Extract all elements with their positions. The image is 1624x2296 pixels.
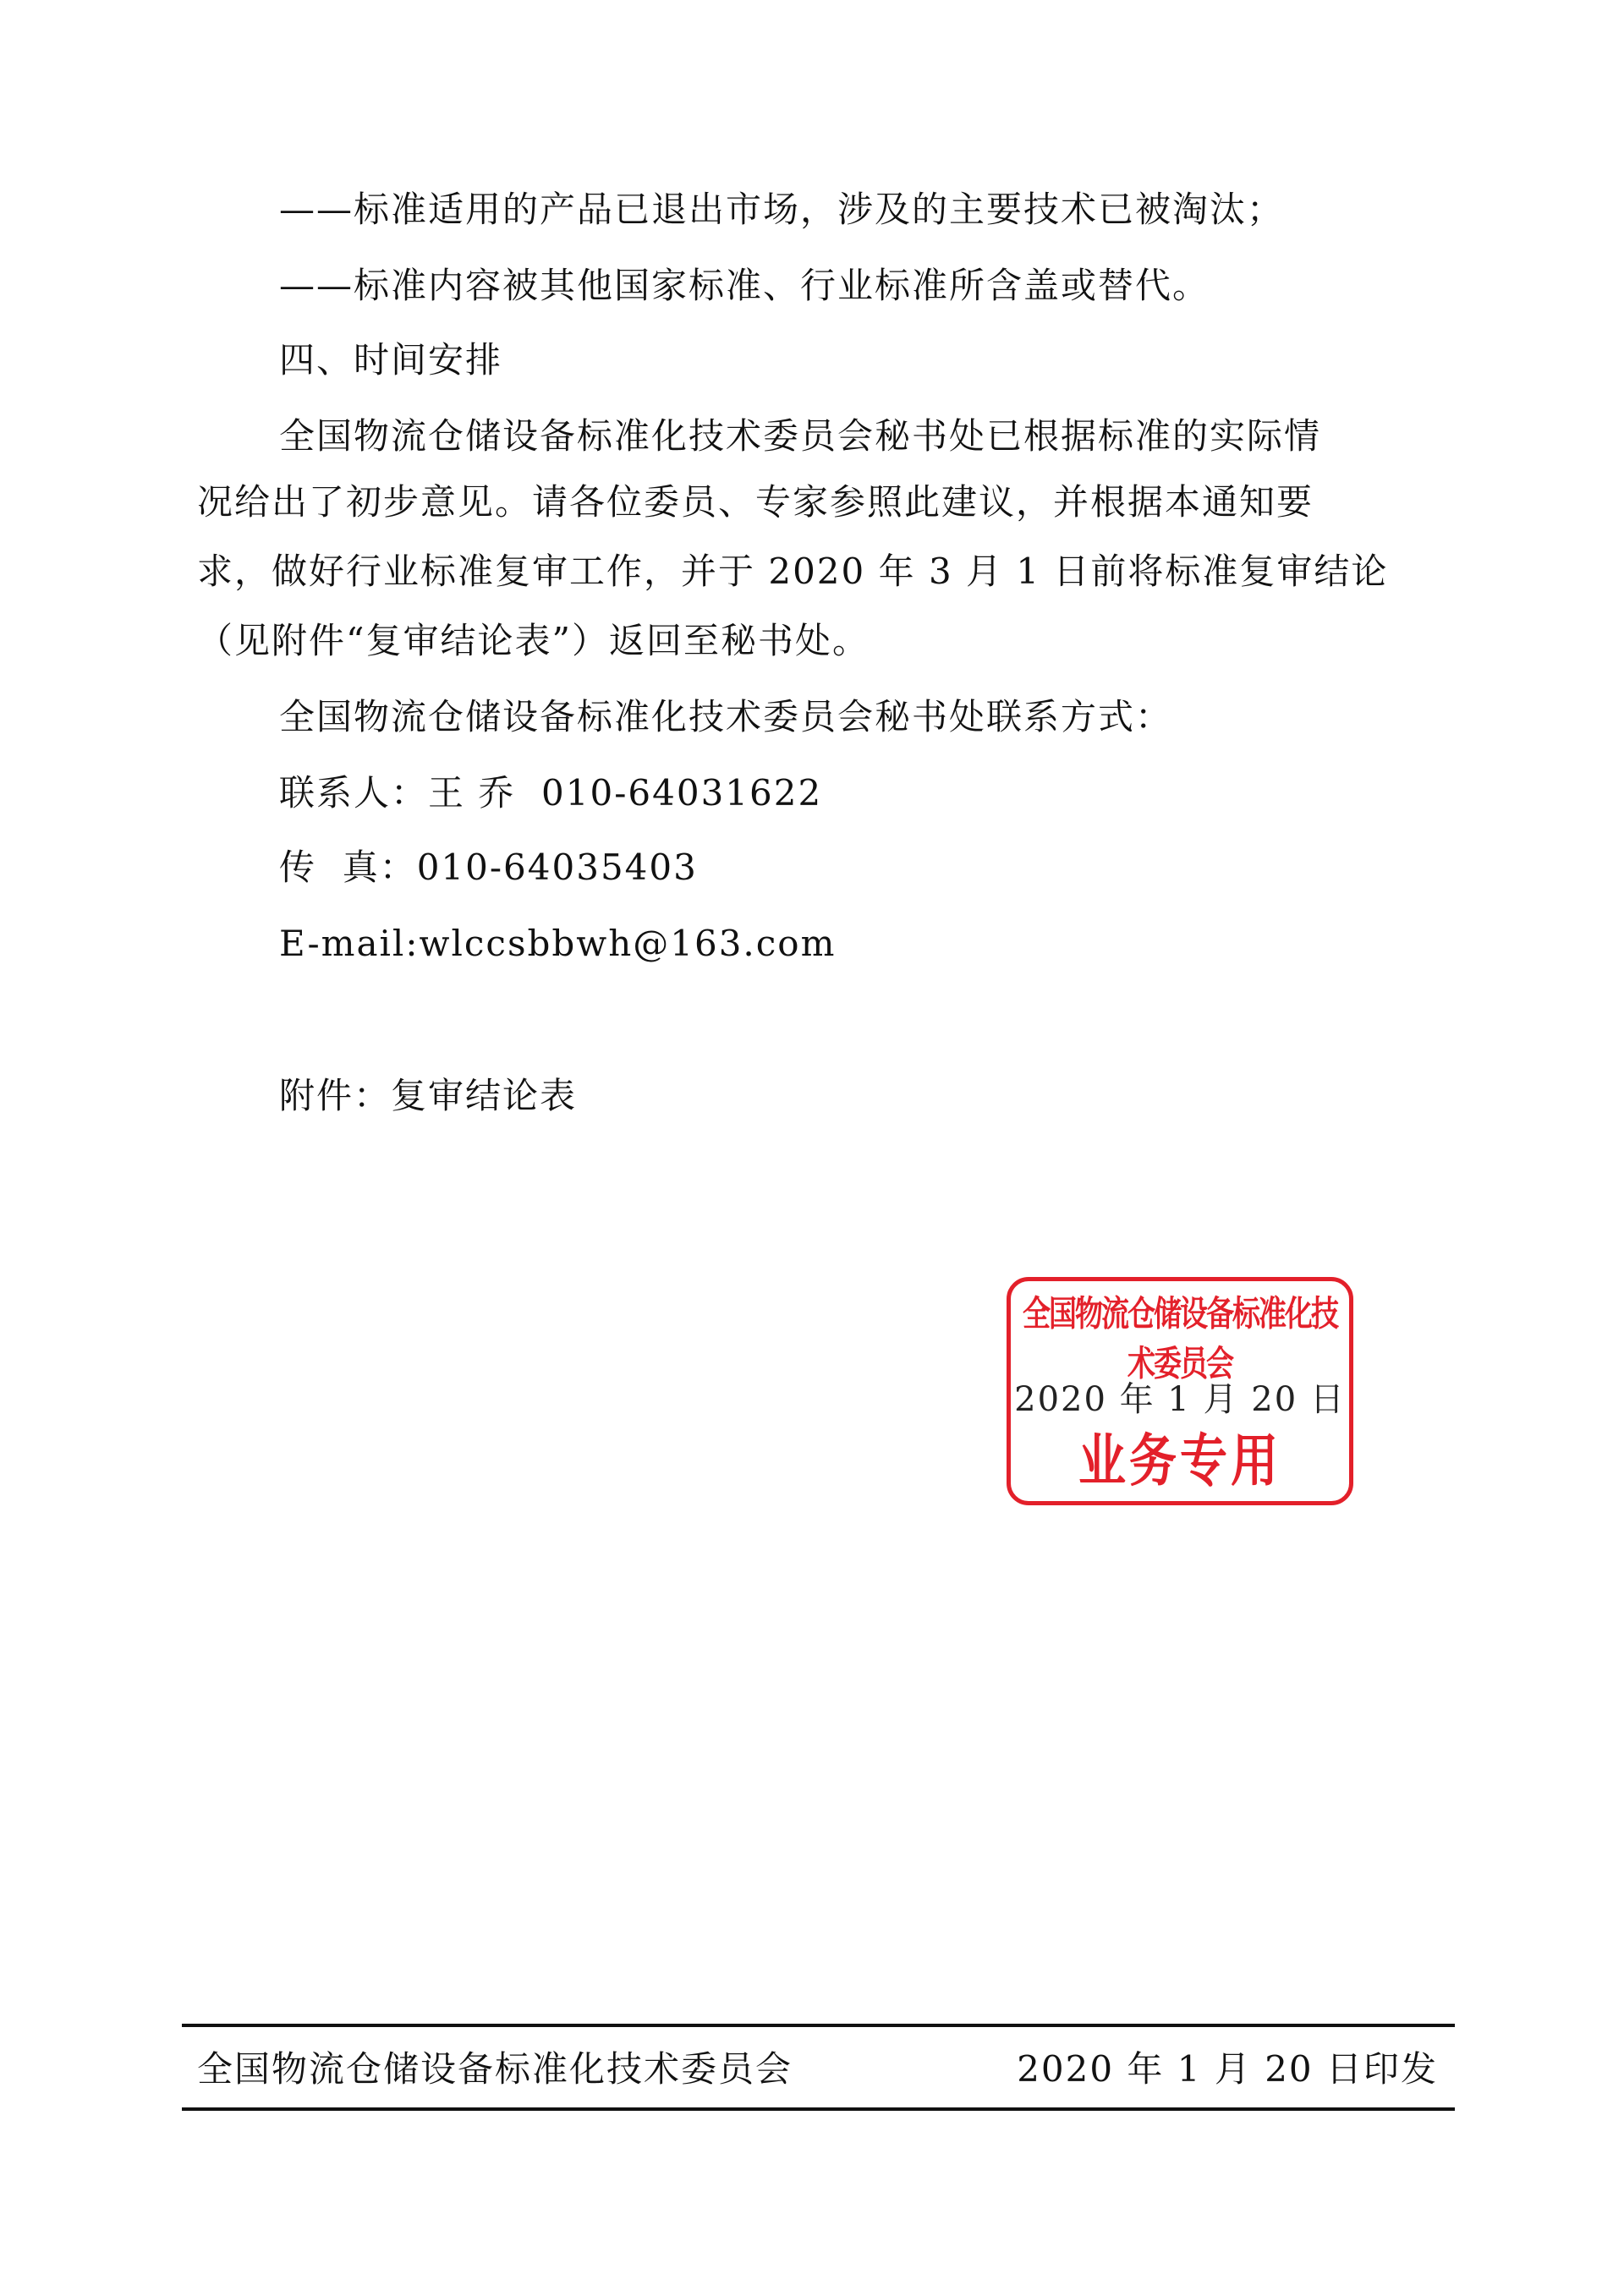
seal-usage: 业务专用 — [1078, 1428, 1281, 1495]
attachment-note: 附件：复审结论表 — [279, 1075, 578, 1116]
schedule-paragraph-line-3: 求，做好行业标准复审工作，并于 2020 年 3 月 1 日前将标准复审结论 — [197, 551, 1389, 592]
footer-issue-date: 2020 年 1 月 20 日印发 — [1017, 2048, 1438, 2090]
footer-top-rule — [182, 2024, 1455, 2027]
section-heading-schedule: 四、时间安排 — [279, 339, 503, 381]
schedule-paragraph-line-1: 全国物流仓储设备标准化技术委员会秘书处已根据标准的实际情 — [279, 415, 1322, 457]
contact-person: 联系人：王 乔 010-64031622 — [279, 772, 823, 814]
contact-intro: 全国物流仓储设备标准化技术委员会秘书处联系方式： — [279, 696, 1173, 737]
contact-fax: 传 真：010-64035403 — [279, 847, 698, 888]
schedule-paragraph-line-2: 况给出了初步意见。请各位委员、专家参照此建议，并根据本通知要 — [197, 481, 1314, 523]
seal-organization: 全国物流仓储设备标准化技术委员会 — [1023, 1292, 1337, 1384]
footer-issuer: 全国物流仓储设备标准化技术委员会 — [197, 2048, 793, 2090]
official-seal-stamp — [1007, 1277, 1353, 1505]
footer-bottom-rule — [182, 2107, 1455, 2111]
schedule-paragraph-line-4: （见附件“复审结论表”）返回至秘书处。 — [197, 620, 870, 661]
seal-date: 2020 年 1 月 20 日 — [1014, 1380, 1346, 1419]
contact-email: E-mail:wlccsbbwh@163.com — [279, 923, 837, 964]
obsolete-criterion-line: ——标准适用的产品已退出市场，涉及的主要技术已被淘汰； — [279, 189, 1285, 230]
replaced-criterion-line: ——标准内容被其他国家标准、行业标准所含盖或替代。 — [279, 265, 1210, 306]
